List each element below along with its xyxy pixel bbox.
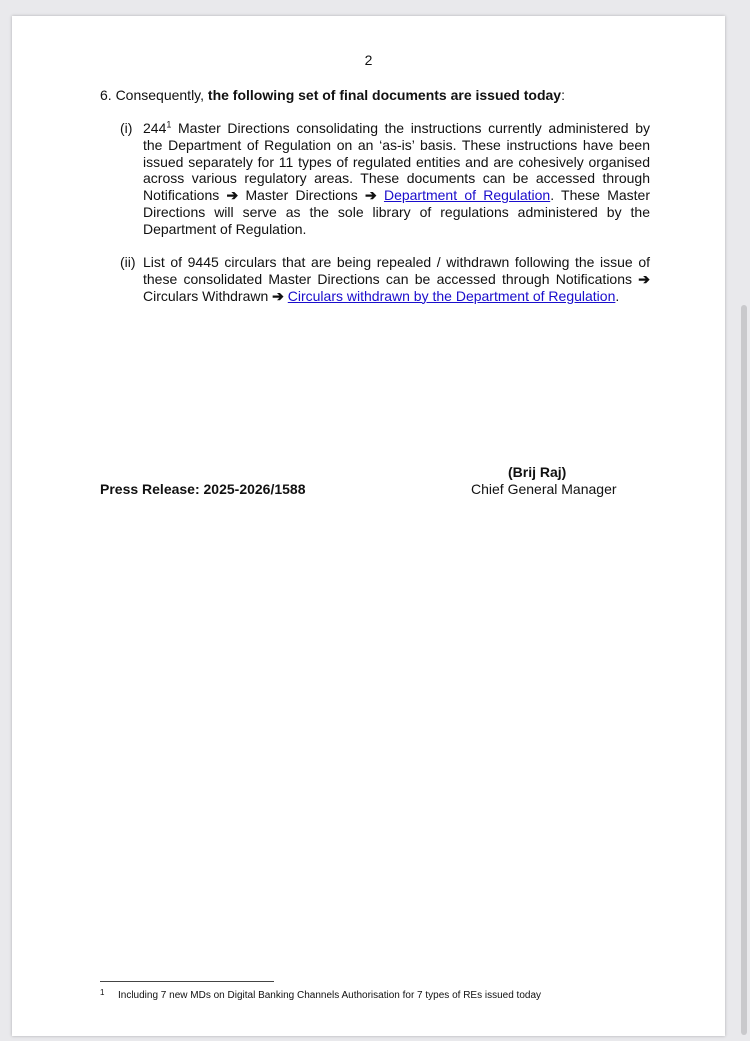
paragraph-6-bold: the following set of final documents are issued today [207, 87, 562, 103]
circulars-withdrawn-link[interactable]: Circulars withdrawn by the Department of Regulation [287, 287, 616, 304]
paragraph-6 [100, 87, 660, 104]
list-item-i-number: (i) [120, 120, 133, 136]
list-item-ii [120, 254, 650, 304]
footnote-number: 1 [100, 988, 105, 997]
arrow-right-icon: ➔ [364, 187, 377, 204]
paragraph-6-lead: 6. Consequently, [100, 87, 208, 103]
item-ii-text-b: Circulars Withdrawn [143, 287, 273, 304]
master-directions-count: 244 [143, 120, 167, 136]
page-number: 2 [364, 52, 373, 68]
arrow-right-icon: ➔ [638, 270, 650, 287]
item-i-text-a: Master Directions consolidating the instructions currently administered by the Department of Regulation on an ‘as-is’ basis. These instructions have been issued separately for 11 types of regulated entities and are cohesively organised across various regulatory areas. These documents can be accessed through Notifications [143, 120, 650, 204]
press-release-number: Press Release: 2025-2026/1588 [100, 481, 306, 497]
arrow-right-icon: ➔ [226, 187, 239, 204]
item-i-text-b: Master Directions [238, 187, 365, 204]
paragraph-6-tail: : [561, 87, 565, 103]
list-item-i-body [143, 120, 650, 238]
signatory-name: (Brij Raj) [508, 464, 567, 480]
signatory-title: Chief General Manager [471, 481, 617, 497]
item-i-text-c: . These Master Directions will serve as the sole library of regulations administered by the Department of Regulation. [143, 187, 650, 237]
scrollbar-thumb[interactable] [741, 305, 747, 1035]
footnote-ref[interactable]: 1 [166, 119, 172, 130]
arrow-right-icon: ➔ [272, 287, 284, 304]
list-item-i [120, 120, 650, 238]
document-page [12, 16, 725, 1036]
footnote-text: Including 7 new MDs on Digital Banking Channels Authorisation for 7 types of REs issued today [118, 990, 542, 1001]
item-ii-text-c: . [615, 287, 620, 304]
list-item-ii-body [143, 254, 650, 304]
list-item-ii-number: (ii) [120, 254, 136, 270]
department-of-regulation-link[interactable]: Department of Regulation [383, 187, 551, 204]
item-ii-text-a: List of 9445 circulars that are being repealed / withdrawn following the issue of these consolidated Master Directions can be accessed through Notifications [143, 254, 650, 287]
footnote-divider [100, 981, 274, 982]
